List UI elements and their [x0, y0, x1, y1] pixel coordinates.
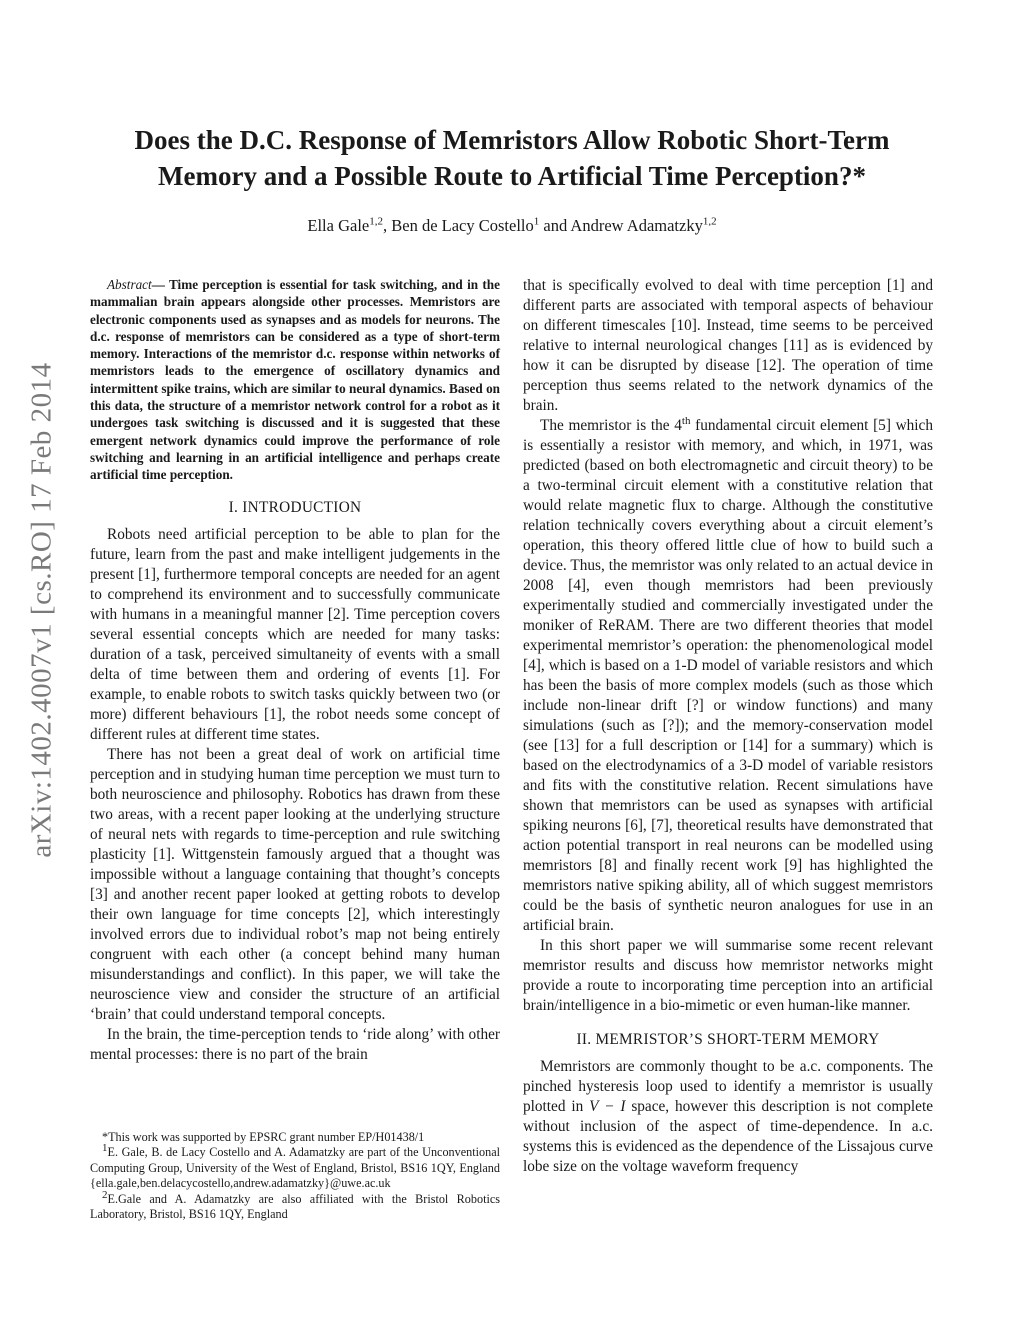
author-3-affiliation: 1,2 [702, 215, 717, 228]
title-line-2: Memory and a Possible Route to Artificial Time Perception?* [158, 161, 866, 191]
math-expression: V − I [589, 1098, 626, 1115]
superscript: th [681, 414, 691, 427]
footnote-funding: *This work was supported by EPSRC grant number EP/H01438/1 [102, 1130, 425, 1144]
paragraph: In this short paper we will summarise some recent relevant memristor results and discuss how memristor networks might provide a route to incorporating time perception into an artificial brain/intelligence in a bio-mimetic or even human-like manner. [523, 937, 933, 1014]
author-list [0, 216, 1024, 236]
left-column [90, 276, 500, 1065]
paragraph: that is specifically evolved to deal with time perception [1] and different parts are associated with temporal aspects of behaviour on different timescales [10]. Instead, time seems to be perceived relative to internal neurological changes [11] as is evidenced by how it can be disrupted by disease [12]. The operation of time perception thus seems related to the network dynamics of the brain. [523, 277, 933, 414]
footnotes [90, 1130, 500, 1222]
paragraph-text: Memristors are commonly thought to be a.c. components. The pinched hysteresis loop used to identify a memristor is usually plotted in [523, 1058, 933, 1115]
author-2: , Ben de Lacy Costello [382, 216, 534, 235]
abstract-text: — Time perception is essential for task switching, and in the mammalian brain appears alongside other processes. Memristors are electronic components used as synapses and as models for neurons. The d.c. response of memristors can be considered as a type of short-term memory. Interactions of the memristor d.c. response within networks of memristors leads to the emergence of oscillatory dynamics and intermittent spike trains, which are similar to neural dynamics. Based on this data, the structure of a memristor network control for a robot as it undergoes task switching is discussed and it is suggested that these emergent network dynamics could improve the performance of role switching and learning in an artificial intelligence and perhaps create artificial time perception. [90, 277, 500, 483]
abstract-label: Abstract [107, 277, 152, 292]
paragraph-text: space, however this description is not complete without inclusion of the aspect of time-dependence. In a.c. systems this is evidenced as the dependence of the Lissajous curve lobe size on the voltage waveform frequency [523, 1098, 933, 1175]
footnote-1-marker: 1 [102, 1142, 108, 1155]
section-heading-memristor-memory: II. MEMRISTOR’S SHORT-TERM MEMORY [576, 1031, 880, 1048]
section-heading-introduction: I. INTRODUCTION [228, 498, 362, 516]
paper-title [0, 122, 1024, 194]
title-line-1: Does the D.C. Response of Memristors Allow Robotic Short-Term [134, 125, 890, 155]
paragraph: There has not been a great deal of work on artificial time perception and in studying human time perception we must turn to both neuroscience and philosophy. Robotics has drawn from these two areas, with a recent paper looking at the underlying structure of neural nets with regards to time-perception and rule switching plasticity [1]. Wittgenstein famously argued that a thought was impossible without a language containing that thought’s concepts [3] and another recent paper looked at getting robots to develop their own language for time concepts [2], which interestingly involved errors due to individual robot’s map not being entirely congruent with each other (a concept behind many human misunderstandings and conflict). In this paper, we will take the neuroscience view and consider the structure of an artificial ‘brain’ that could understand temporal concepts. [90, 745, 500, 1023]
arxiv-stamp: arXiv:1402.4007v1 [cs.RO] 17 Feb 2014 [25, 362, 58, 858]
abstract [90, 276, 500, 484]
paragraph: In the brain, the time-perception tends to ‘ride along’ with other mental processes: there is no part of the brain [90, 1025, 500, 1063]
author-1: Ella Gale [307, 216, 370, 235]
paragraph-text: The memristor is the 4 [540, 417, 682, 434]
footnote-2-text: E.Gale and A. Adamatzky are also affiliated with the Bristol Robotics Laboratory, Bristol, BS16 1QY, England [90, 1191, 500, 1222]
paragraph [523, 1057, 933, 1177]
author-2-affiliation: 1 [533, 215, 540, 228]
footnote-1-text: E. Gale, B. de Lacy Costello and A. Adamatzky are part of the Unconventional Computing Group, University of the West of England, Bristol, BS16 1QY, England {ella.gale,ben.delacycostello,andrew.adamatzky}@uwe.ac.uk [90, 1145, 500, 1191]
footnote-affiliation-2 [90, 1188, 500, 1223]
right-column [523, 276, 933, 1177]
author-1-affiliation: 1,2 [369, 215, 383, 228]
author-3: and Andrew Adamatzky [539, 216, 703, 235]
paragraph-text: fundamental circuit element [5] which is essentially a resistor with memory, and which, in 1971, was predicted (based on both electromagnetic and circuit theory) to be a two-terminal circuit element with a constitutive relation that would relate magnetic flux to charge. Although the constitutive relation technically covers everything about a circuit element’s operation, this theory offered little clue of how to build such a device. Thus, the memristor was only related to an actual device in 2008 [4], even though memristors had been previously experimentally studied and commercially investigated under the moniker of ReRAM. There are two different theories that model experimental memristor’s operation: the phenomenological model [4], which is based on a 1-D model of variable resistors and which has been the basis of more complex models (such as those which include non-linear drift [?] or window functions) and many simulations (such as [?]); and the memory-conservation model (see [13] for a full description or [14] for a summary) which is based on the electrodynamics of a 3-D model of variable resistors and fits with the constitutive relation. Recent simulations have shown that memristors can be used as synapses with artificial spiking neurons [6], [7], theoretical results have demonstrated that action potential transport in real neurons can be modelled using memristors [8] and finally recent work [9] has highlighted the memristors native spiking ability, all of which suggest memristors could be the basis of synthetic neuron analogues for use in an artificial brain. [523, 417, 933, 934]
footnote-affiliation-1 [90, 1142, 500, 1191]
paragraph [523, 416, 933, 936]
paragraph: Robots need artificial perception to be able to plan for the future, learn from the past and make intelligent judgements in the present [1], furthermore temporal concepts are needed for an agent to comprehend its environment and to successfully communicate with humans in a meaningful manner [2]. Time perception covers several essential concepts which are needed for many tasks: duration of a task, perceived simultaneity of events with a small delta of time between them and ordering of events [1]. For example, to enable robots to switch tasks quickly between two (or more) different behaviours [1], the robot needs some concept of different rules at different time states. [90, 525, 500, 743]
footnote-2-marker: 2 [102, 1188, 108, 1201]
